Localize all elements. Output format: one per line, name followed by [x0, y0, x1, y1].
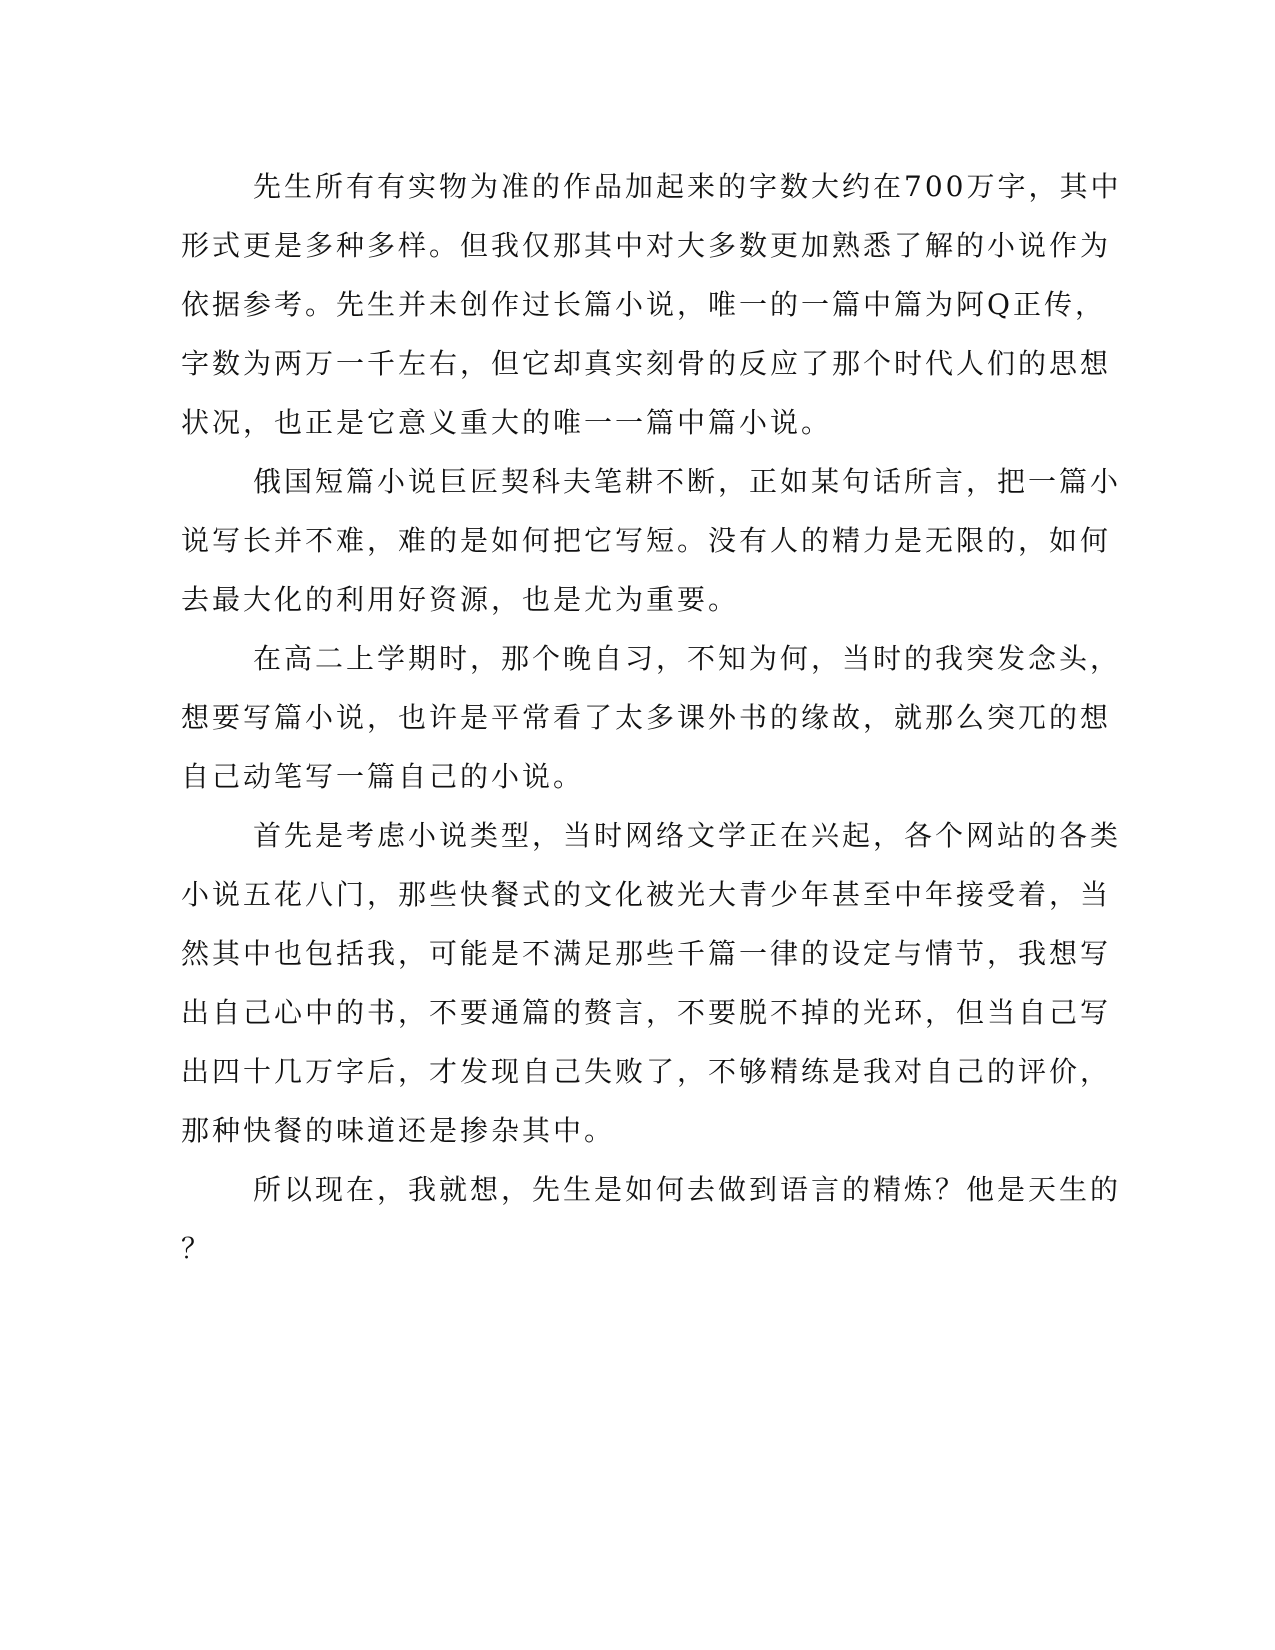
text-line: 俄国短篇小说巨匠契科夫笔耕不断，正如某句话所言，把一篇小 — [253, 465, 1122, 498]
text-line: 那种快餐的味道还是掺杂其中。 — [181, 1114, 616, 1147]
text-line: 首先是考虑小说类型，当时网络文学正在兴起，各个网站的各类 — [253, 819, 1122, 852]
text-line: 在高二上学期时，那个晚自习，不知为何，当时的我突发念头， — [253, 642, 1122, 675]
text-line: ？ — [181, 1232, 213, 1265]
text-line: 说写长并不难，难的是如何把它写短。没有人的精力是无限的，如何 — [181, 524, 1112, 557]
text-line: 小说五花八门，那些快餐式的文化被光大青少年甚至中年接受着，当 — [181, 878, 1112, 911]
text-line: 形式更是多种多样。但我仅那其中对大多数更加熟悉了解的小说作为 — [181, 229, 1112, 262]
text-line: 所以现在，我就想，先生是如何去做到语言的精炼？他是天生的 — [253, 1173, 1122, 1206]
text-line: 出自己心中的书，不要通篇的赘言，不要脱不掉的光环，但当自己写 — [181, 996, 1112, 1029]
text-line: 先生所有有实物为准的作品加起来的字数大约在700万字，其中 — [253, 170, 1122, 203]
text-line: 去最大化的利用好资源，也是尤为重要。 — [181, 583, 740, 616]
body-text — [181, 157, 1122, 1278]
text-line: 字数为两万一千左右，但它却真实刻骨的反应了那个时代人们的思想 — [181, 347, 1112, 380]
text-line: 自己动笔写一篇自己的小说。 — [181, 760, 585, 793]
text-line: 然其中也包括我，可能是不满足那些千篇一律的设定与情节，我想写 — [181, 937, 1112, 970]
text-line: 出四十几万字后，才发现自己失败了，不够精练是我对自己的评价， — [181, 1055, 1112, 1088]
text-line: 依据参考。先生并未创作过长篇小说，唯一的一篇中篇为阿Q正传， — [181, 288, 1106, 321]
text-line: 状况，也正是它意义重大的唯一一篇中篇小说。 — [181, 406, 833, 439]
text-line: 想要写篇小说，也许是平常看了太多课外书的缘故，就那么突兀的想 — [181, 701, 1112, 734]
